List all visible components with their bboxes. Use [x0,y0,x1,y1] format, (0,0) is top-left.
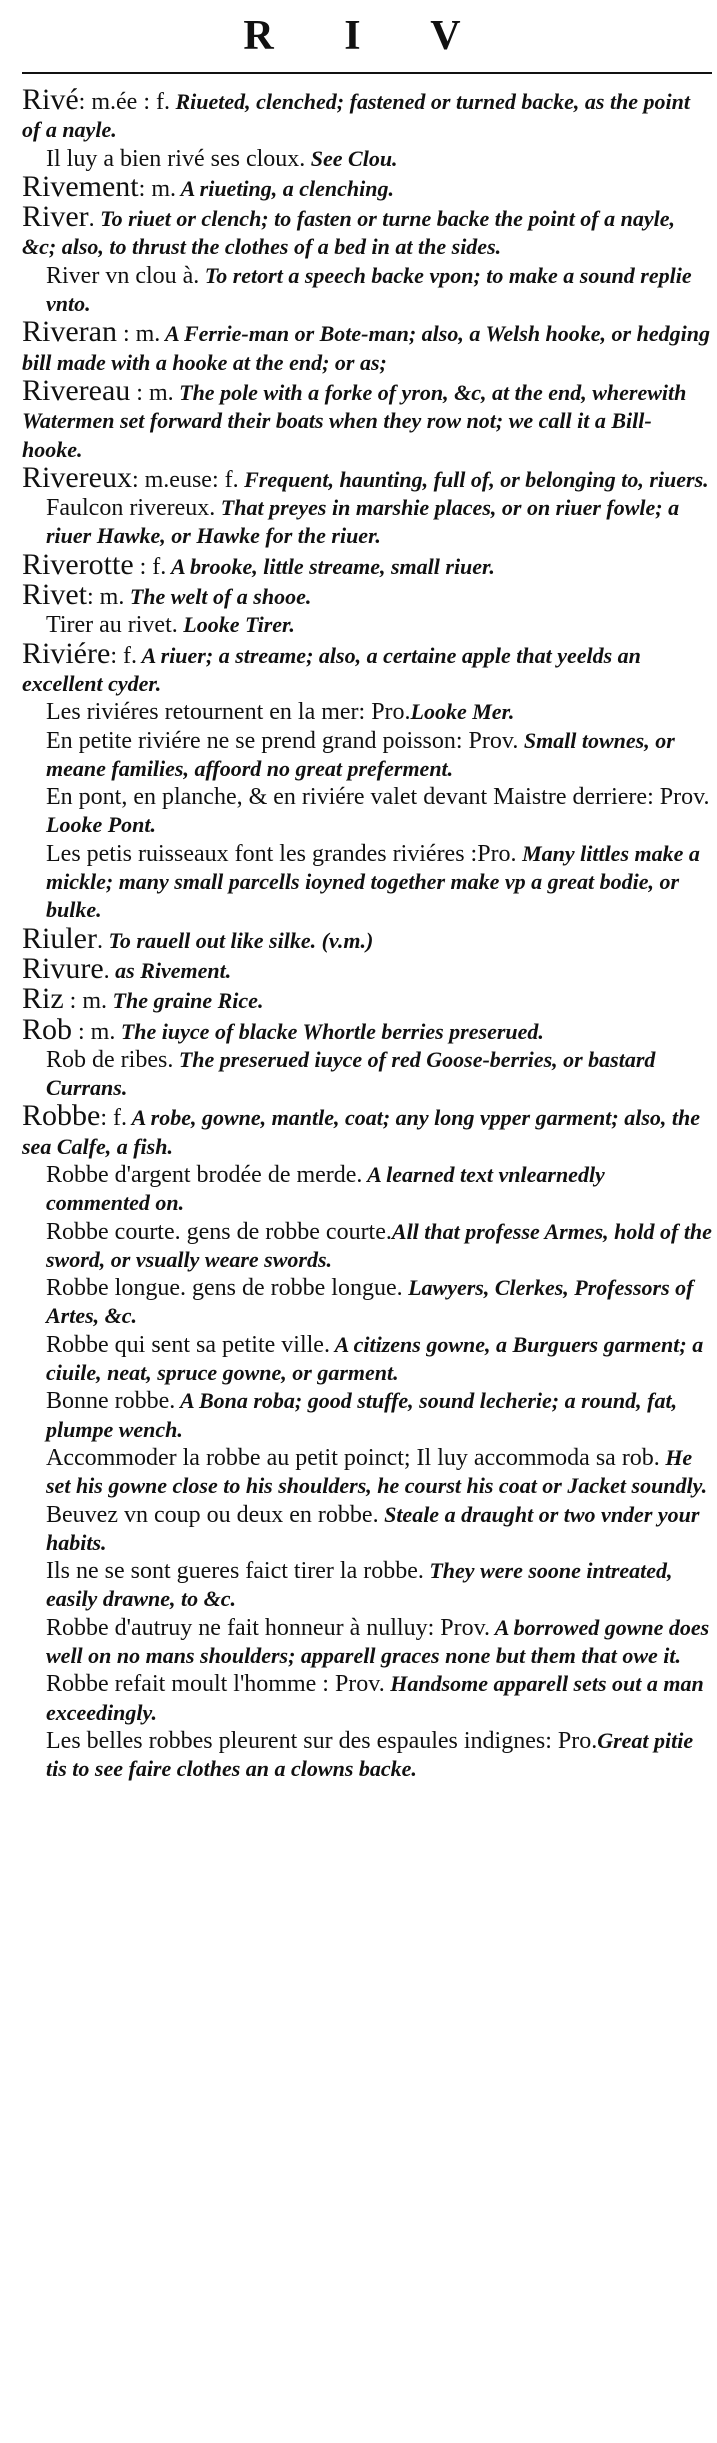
grammar-note: : m. [130,379,174,406]
grammar-note: . [103,957,110,984]
english-definition: A citizens gowne, a Burguers garment; a ciuile, neat, spruce gowne, or garment. [46,1331,704,1386]
phrase-text: Il luy a bien rivé ses cloux. [46,145,306,172]
entry-headword: Riz [22,982,64,1016]
entry-list [22,83,712,1784]
sub-entry [22,727,712,784]
english-definition: A robe, gowne, mantle, coat; any long vpper garment; also, the sea Calfe, a fish. [22,1105,701,1159]
sub-entry [22,698,712,726]
entry-headword: Rivereau [22,373,131,407]
english-definition: The iuyce of blacke Whortle berries preserued. [115,1018,544,1044]
sub-entry [22,1218,712,1275]
header-rule [22,72,712,74]
sub-entry [22,1727,712,1784]
sub-entry [22,1331,712,1388]
dictionary-entry [22,636,712,699]
grammar-note: : f. [100,1105,127,1132]
english-definition: Looke Pont. [46,812,156,838]
dictionary-entry [22,200,712,262]
entry-headword: Rivet [22,578,87,612]
phrase-text: En pont, en planche, & en riviére valet devant Maistre derriere: Prov. [46,784,710,811]
english-definition: They were soone intreated, easily drawne, to &c. [46,1558,673,1612]
english-definition: The preserued iuyce of red Goose-berries, or bastard Currans. [46,1046,656,1101]
english-definition: Looke Tirer. [177,612,295,638]
sub-entry [22,1444,712,1501]
entry-headword: Robbe [22,1099,101,1133]
english-definition: To retort a speech backe vpon; to make a sound replie vnto. [46,262,692,317]
english-definition: A brooke, little streame, small riuer. [166,553,495,579]
grammar-note: : m. [72,1018,116,1045]
grammar-note: : f. [133,553,167,580]
english-definition: Steale a draught or two vnder your habits. [46,1501,700,1555]
english-definition: A riueting, a clenching. [176,175,395,201]
entry-headword: Rivé [22,83,79,116]
phrase-text: Ils ne se sont gueres faict tirer la robbe. [46,1558,424,1585]
english-definition: A learned text vnlearnedly commented on. [46,1161,605,1216]
english-definition: The graine Rice. [107,988,264,1014]
english-definition: Great pitie tis to see faire clothes an a clowns backe. [46,1727,694,1782]
english-definition: as Rivement. [109,957,232,983]
english-definition: Small townes, or meane families, affoord no great preferment. [46,727,675,781]
sub-entry [22,611,712,639]
entry-headword: River [22,200,89,234]
phrase-text: Robbe d'argent brodée de merde. [46,1161,363,1188]
sub-entry [22,145,712,173]
phrase-text: Robbe courte. gens de robbe courte. [46,1218,392,1245]
english-definition: Lawyers, Clerkes, Professors of Artes, &c. [46,1275,694,1329]
phrase-text: Tirer au rivet. [46,612,178,639]
dictionary-entry [22,1099,712,1161]
english-definition: A riuer; a streame; also, a certaine apple that yeelds an excellent cyder. [22,642,641,696]
sub-entry [22,840,712,925]
sub-entry [22,1161,712,1218]
sub-entry [22,1614,712,1671]
grammar-note: : m. [87,584,125,611]
phrase-text: Faulcon rivereux. [46,495,216,522]
sub-entry [22,1274,712,1331]
entry-headword: Riviére [22,636,111,670]
english-definition: The welt of a shooe. [124,584,312,610]
english-definition: To rauell out like silke. (v.m.) [103,927,374,953]
dictionary-entry [22,315,712,377]
phrase-text: Robbe longue. gens de robbe longue. [46,1275,403,1302]
grammar-note: : m. [63,988,108,1015]
phrase-text: Rob de ribes. [46,1046,174,1073]
entry-headword: Riverotte [22,547,134,581]
sub-entry [22,1501,712,1558]
dictionary-entry [22,921,712,955]
phrase-text: Les riviéres retournent en la mer: Pro. [46,699,411,726]
english-definition: Handsome apparell sets out a man exceedingly. [46,1671,704,1725]
dictionary-entry [22,169,712,203]
grammar-note: : m. [138,175,176,202]
sub-entry [22,1557,712,1614]
phrase-text: Robbe d'autruy ne fait honneur à nulluy: Prov. [46,1614,491,1641]
dictionary-entry [22,83,712,145]
english-definition: A borrowed gowne does well on no mans shoulders; apparell graces none but them that owe it. [46,1614,710,1669]
entry-headword: Rivereux [22,460,132,494]
sub-entry [22,262,712,319]
entry-headword: Rivure [22,951,104,985]
grammar-note: . [88,206,95,233]
english-definition: That preyes in marshie places, or on riuer fowle; a riuer Hawke, or Hawke for the riuer. [46,495,680,549]
phrase-text: En petite riviére ne se prend grand poisson: Prov. [46,727,519,754]
grammar-note: : m. [116,321,161,348]
grammar-note: : m.ée : f. [78,89,170,115]
english-definition: To riuet or clench; to fasten or turne backe the point of a nayle, &c; also, to thrust the clothes of a bed in at the sides. [22,206,676,260]
entry-headword: Riveran [22,315,117,349]
grammar-note: : f. [110,642,137,669]
sub-entry [22,1046,712,1103]
entry-headword: Rob [22,1012,73,1046]
dictionary-entry [22,1012,712,1046]
sub-entry [22,783,712,840]
english-definition: Looke Mer. [410,699,515,725]
dictionary-entry [22,547,712,581]
phrase-text: Robbe qui sent sa petite ville. [46,1331,330,1358]
entry-headword: Riuler [22,921,97,955]
phrase-text: Accommoder la robbe au petit poinct; Il luy accommoda sa rob. [46,1444,660,1471]
phrase-text: Beuvez vn coup ou deux en robbe. [46,1501,379,1528]
dictionary-entry [22,373,712,464]
grammar-note: . [97,927,103,954]
dictionary-entry [22,951,712,985]
english-definition: Frequent, haunting, full of, or belonging to, riuers. [238,466,709,492]
english-definition: A Bona roba; good stuffe, sound lecherie; a round, fat, plumpe wench. [46,1388,678,1442]
sub-entry [22,494,712,551]
english-definition: The pole with a forke of yron, &c, at the end, wherewith Watermen set forward their boats when they row not; we call it a Bill-hooke. [22,379,687,462]
page-header: R I V [243,13,491,59]
sub-entry [22,1670,712,1727]
english-definition: Riueted, clenched; fastened or turned backe, as the point of a nayle. [22,89,691,143]
english-definition: See Clou. [305,145,398,171]
dictionary-entry [22,578,712,612]
sub-entry [22,1387,712,1444]
english-definition: A Ferrie-man or Bote-man; also, a Welsh hooke, or hedging bill made with a hooke at the end; or as; [22,321,710,375]
dictionary-page [22,0,712,2443]
english-definition: He set his gowne close to his shoulders, he courst his coat or Jacket soundly. [46,1444,708,1499]
dictionary-entry [22,460,712,494]
phrase-text: Les belles robbes pleurent sur des espaules indignes: Pro. [46,1727,598,1754]
phrase-text: Robbe refait moult l'homme : Prov. [46,1671,385,1698]
dictionary-entry [22,982,712,1016]
phrase-text: Bonne robbe. [46,1388,176,1415]
phrase-text: Les petis ruisseaux font les grandes riviéres :Pro. [46,840,517,867]
grammar-note: : m.euse: f. [131,466,239,493]
english-definition: All that professe Armes, hold of the sword, or vsually weare swords. [46,1218,712,1272]
phrase-text: River vn clou à. [46,262,200,289]
english-definition: Many littles make a mickle; many small parcells ioyned together make vp a great bodie, or bulke. [46,840,700,923]
entry-headword: Rivement [22,169,139,203]
